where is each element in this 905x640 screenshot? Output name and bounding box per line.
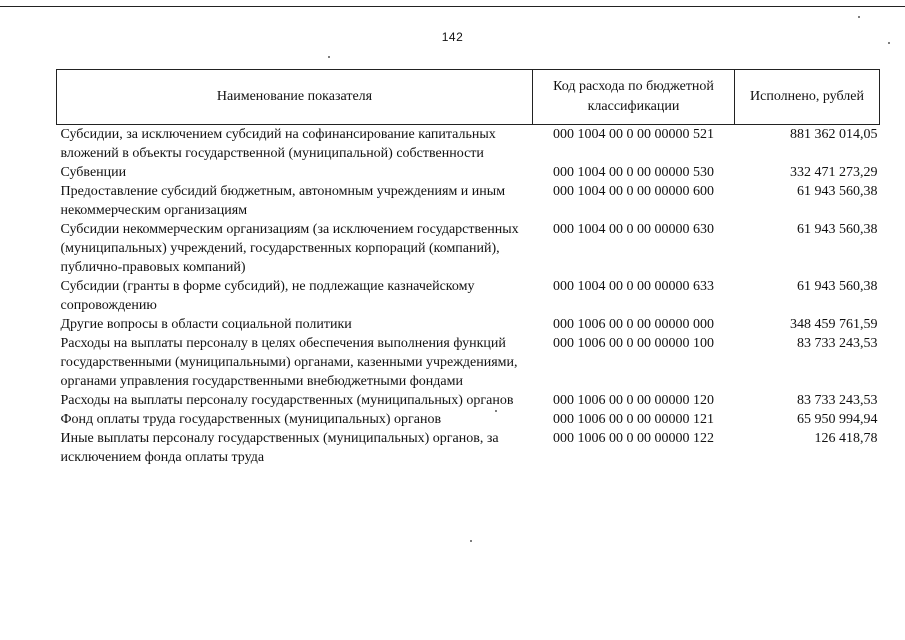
- row-code: 000 1006 00 0 00 00000 000: [553, 317, 714, 332]
- row-code: 000 1006 00 0 00 00000 122: [553, 431, 714, 446]
- row-code: 000 1004 00 0 00 00000 633: [553, 279, 714, 294]
- row-name: Субсидии некоммерческим организациям (за исключением государственных (муниципальных) учреждений, государственных корпораций (компаний), публично-правовых компаний): [60, 222, 519, 275]
- header-amount: Исполнено, рублей: [735, 70, 880, 125]
- row-name: Субвенции: [60, 165, 127, 180]
- row-code: 000 1006 00 0 00 00000 100: [553, 336, 714, 351]
- row-amount: 126 418,78: [814, 431, 878, 446]
- row-name: Фонд оплаты труда государственных (муниципальных) органов: [60, 412, 442, 427]
- page-top-rule: [0, 6, 905, 7]
- row-amount: 83 733 243,53: [797, 393, 878, 408]
- row-amount: 61 943 560,38: [797, 184, 878, 199]
- row-amount: 348 459 761,59: [790, 317, 878, 332]
- budget-table: [56, 69, 880, 467]
- table-row: [57, 429, 880, 467]
- table-row: [57, 163, 880, 182]
- row-code: 000 1004 00 0 00 00000 630: [553, 222, 714, 237]
- row-name: Иные выплаты персоналу государственных (муниципальных) органов, за исключением фонда оплаты труда: [60, 431, 499, 465]
- scan-speck: [328, 56, 330, 58]
- scan-speck: [470, 540, 472, 542]
- row-name: Субсидии (гранты в форме субсидий), не подлежащие казначейскому сопровождению: [60, 279, 475, 313]
- table-row: [57, 220, 880, 277]
- row-name: Расходы на выплаты персоналу в целях обеспечения выполнения функций государственными (муниципальными) органами, казенными учреждениями, органами управления государственными внебюджетными фондами: [60, 336, 518, 389]
- row-amount: 61 943 560,38: [797, 222, 878, 237]
- row-code: 000 1004 00 0 00 00000 521: [553, 127, 714, 142]
- row-code: 000 1006 00 0 00 00000 120: [553, 393, 714, 408]
- row-code: 000 1006 00 0 00 00000 121: [553, 412, 714, 427]
- header-name: Наименование показателя: [57, 70, 533, 125]
- row-name: Расходы на выплаты персоналу государственных (муниципальных) органов: [60, 393, 514, 408]
- row-amount: 83 733 243,53: [797, 336, 878, 351]
- row-amount: 881 362 014,05: [790, 127, 878, 142]
- table-header: [57, 70, 880, 125]
- row-code: 000 1004 00 0 00 00000 530: [553, 165, 714, 180]
- row-code: 000 1004 00 0 00 00000 600: [553, 184, 714, 199]
- table-row: [57, 391, 880, 410]
- row-name: Другие вопросы в области социальной политики: [60, 317, 352, 332]
- scan-speck: [888, 42, 890, 44]
- row-name: Субсидии, за исключением субсидий на софинансирование капитальных вложений в объекты государственной (муниципальной) собственности: [60, 127, 496, 161]
- table-row: [57, 125, 880, 164]
- header-row: [57, 70, 880, 125]
- table-row: [57, 410, 880, 429]
- row-amount: 65 950 994,94: [797, 412, 878, 427]
- table-row: [57, 182, 880, 220]
- row-amount: 61 943 560,38: [797, 279, 878, 294]
- table-row: [57, 315, 880, 334]
- row-amount: 332 471 273,29: [790, 165, 878, 180]
- page-number: 142: [441, 30, 464, 44]
- header-code: Код расхода по бюджетной классификации: [533, 70, 735, 125]
- scan-speck: [858, 16, 860, 18]
- row-name: Предоставление субсидий бюджетным, автономным учреждениям и иным некоммерческим организациям: [60, 184, 506, 218]
- table-row: [57, 334, 880, 391]
- table-row: [57, 277, 880, 315]
- table-body: [57, 125, 880, 468]
